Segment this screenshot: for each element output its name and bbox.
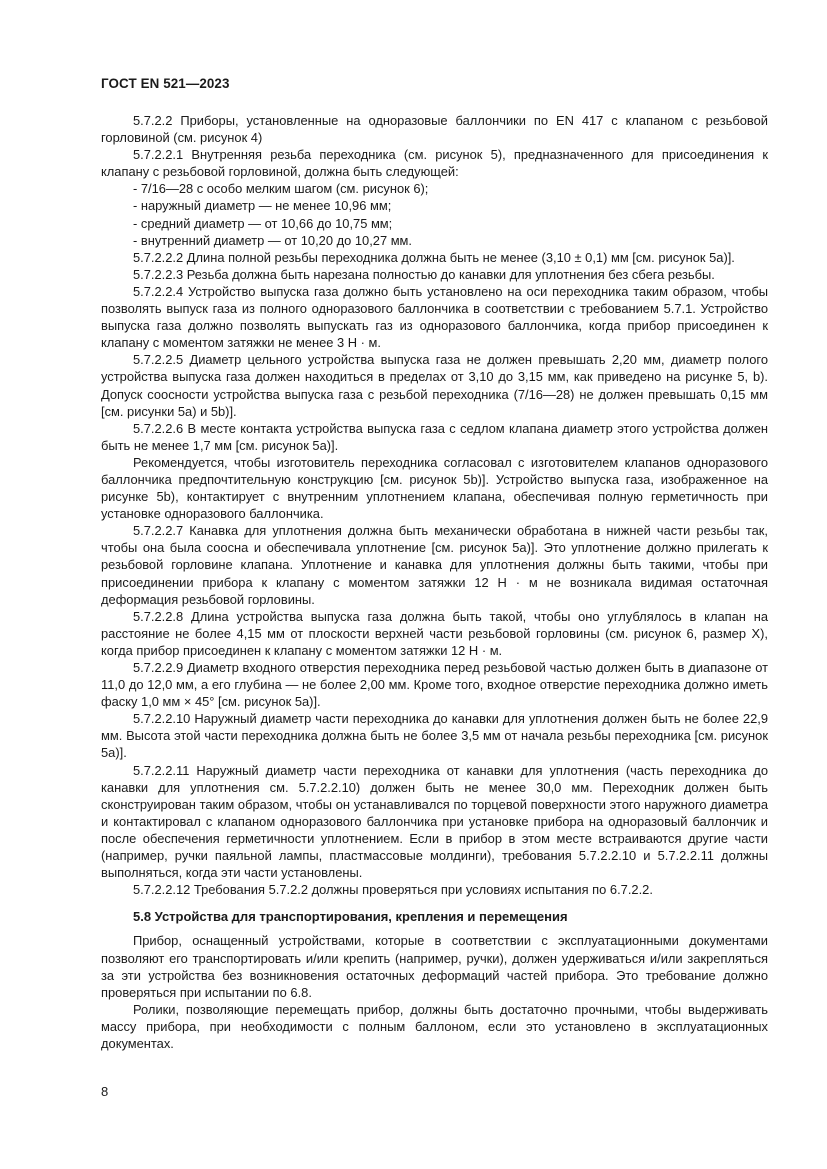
paragraph-5-8-rollers: Ролики, позволяющие перемещать прибор, должны быть достаточно прочными, чтобы выдерживать массу прибора, при необходимости с полным баллоном, если это установлено в эксплуатационных документах. — [101, 1001, 768, 1051]
paragraph-5-7-2-2-11: 5.7.2.2.11 Наружный диаметр части переходника от канавки для уплотнения (часть переходника до канавки для уплотнения см. 5.7.2.2.10) должен быть не менее 30,0 мм. Переходник должен быть сконструирован таким образом, чтобы он устанавливался по торцевой поверхности этого наружного диаметра и контактировал с клапаном одноразового баллончика при установке прибора на одноразовый баллончик и после обеспечения герметичности уплотнением. Если в прибор в этом месте встраиваются другие части (например, ручки паяльной лампы, пластмассовые молдинги), требования 5.7.2.2.10 и 5.7.2.2.11 должны выполняться, когда эти части установлены. — [101, 762, 768, 881]
paragraph-5-7-2-2-5: 5.7.2.2.5 Диаметр цельного устройства выпуска газа не должен превышать 2,20 мм, диаметр полого устройства выпуска газа должен находиться в пределах от 3,10 до 3,15 мм, как приведено на рисунке 5, b). Допуск соосности устройства выпуска газа с резьбой переходника (7/16—28) не должен превышать 0,15 мм [см. рисунки 5a) и 5b)]. — [101, 352, 768, 419]
list-item-outer-diameter: - наружный диаметр — не менее 10,96 мм; — [133, 198, 392, 214]
paragraph-5-7-2-2: 5.7.2.2 Приборы, установленные на одноразовые баллончики по EN 417 с клапаном с резьбовой горловиной (см. рисунок 4) — [101, 113, 768, 146]
document-body — [101, 112, 768, 1052]
paragraph-5-7-2-2-4: 5.7.2.2.4 Устройство выпуска газа должно быть установлено на оси переходника таким образом, чтобы позволять выпуск газа из полного одноразового баллончика в соответствии с требованием 5.7.1. Устройство выпуска газа должно позволять выпускать газ из одноразового баллончика, когда прибор присоединен к клапану с моментом затяжки не менее 3 Н · м. — [101, 283, 768, 351]
list-item-inner-diameter: - внутренний диаметр — от 10,20 до 10,27 мм. — [133, 232, 412, 248]
paragraph-5-7-2-2-1: 5.7.2.2.1 Внутренняя резьба переходника (см. рисунок 5), предназначенного для присоединения к клапану с резьбовой горловиной, должна быть следующей: — [101, 147, 768, 180]
paragraph-5-7-2-2-12: 5.7.2.2.12 Требования 5.7.2.2 должны проверяться при условиях испытания по 6.7.2.2. — [133, 882, 653, 898]
list-item-thread: - 7/16—28 с особо мелким шагом (см. рисунок 6); — [133, 181, 429, 197]
paragraph-recommendation: Рекомендуется, чтобы изготовитель переходника согласовал с изготовителем клапанов одноразового баллончика предпочтительную конструкцию [см. рисунок 5b)]. Устройство выпуска газа, изображенное на рисунке 5b), контактирует с внутренним уплотнением клапана, обеспечивая полную герметичность при установке одноразового баллончика. — [101, 454, 768, 522]
section-heading-5-8: 5.8 Устройства для транспортирования, крепления и перемещения — [133, 909, 568, 925]
page-number: 8 — [101, 1084, 109, 1099]
paragraph-5-7-2-2-2: 5.7.2.2.2 Длина полной резьбы переходника должна быть не менее (3,10 ± 0,1) мм [см. рисунок 5a)]. — [133, 249, 735, 265]
paragraph-5-8-transport: Прибор, оснащенный устройствами, которые в соответствии с эксплуатационными документами позволяют его транспортировать и/или крепить (например, ручки), должен удерживаться и/или закрепляться за эти устройства без возникновения остаточных деформаций частей прибора. Это требование должно проверяться при испытании по 6.8. — [101, 933, 768, 1000]
paragraph-5-7-2-2-3: 5.7.2.2.3 Резьба должна быть нарезана полностью до канавки для уплотнения без сбега резьбы. — [133, 266, 715, 282]
paragraph-5-7-2-2-6: 5.7.2.2.6 В месте контакта устройства выпуска газа с седлом клапана диаметр этого устройства должен быть не менее 1,7 мм [см. рисунок 5a)]. — [101, 420, 768, 453]
paragraph-5-7-2-2-8: 5.7.2.2.8 Длина устройства выпуска газа должна быть такой, чтобы оно углублялось в клапан на расстояние не более 4,15 мм от плоскости верхней части резьбовой горловины (см. рисунок 6, размер X), когда прибор присоединен к клапану с моментом затяжки 12 Н · м. — [101, 608, 768, 658]
paragraph-5-7-2-2-10: 5.7.2.2.10 Наружный диаметр части переходника до канавки для уплотнения должен быть не более 22,9 мм. Высота этой части переходника должна быть не более 3,5 мм от начала резьбы переходника [см. рисунок 5a)]. — [101, 711, 768, 761]
document-header: ГОСТ EN 521—2023 — [101, 76, 230, 91]
paragraph-5-7-2-2-7: 5.7.2.2.7 Канавка для уплотнения должна быть механически обработана в нижней части резьбы так, чтобы она была соосна и обеспечивала уплотнение [см. рисунок 5a)]. Это уплотнение должно прилегать к резьбовой горловине клапана. Уплотнение и канавка для уплотнения должны быть такими, чтобы при присоединении прибора к клапану с моментом затяжки 12 Н · м не возникала видимая остаточная деформация резьбовой горловины. — [101, 523, 768, 607]
list-item-mean-diameter: - средний диаметр — от 10,66 до 10,75 мм; — [133, 215, 393, 231]
paragraph-5-7-2-2-9: 5.7.2.2.9 Диаметр входного отверстия переходника перед резьбовой частью должен быть в диапазоне от 11,0 до 12,0 мм, а его глубина — не более 2,00 мм. Кроме того, входное отверстие переходника должно иметь фаску 1,0 мм × 45° [см. рисунок 5a)]. — [101, 660, 768, 710]
